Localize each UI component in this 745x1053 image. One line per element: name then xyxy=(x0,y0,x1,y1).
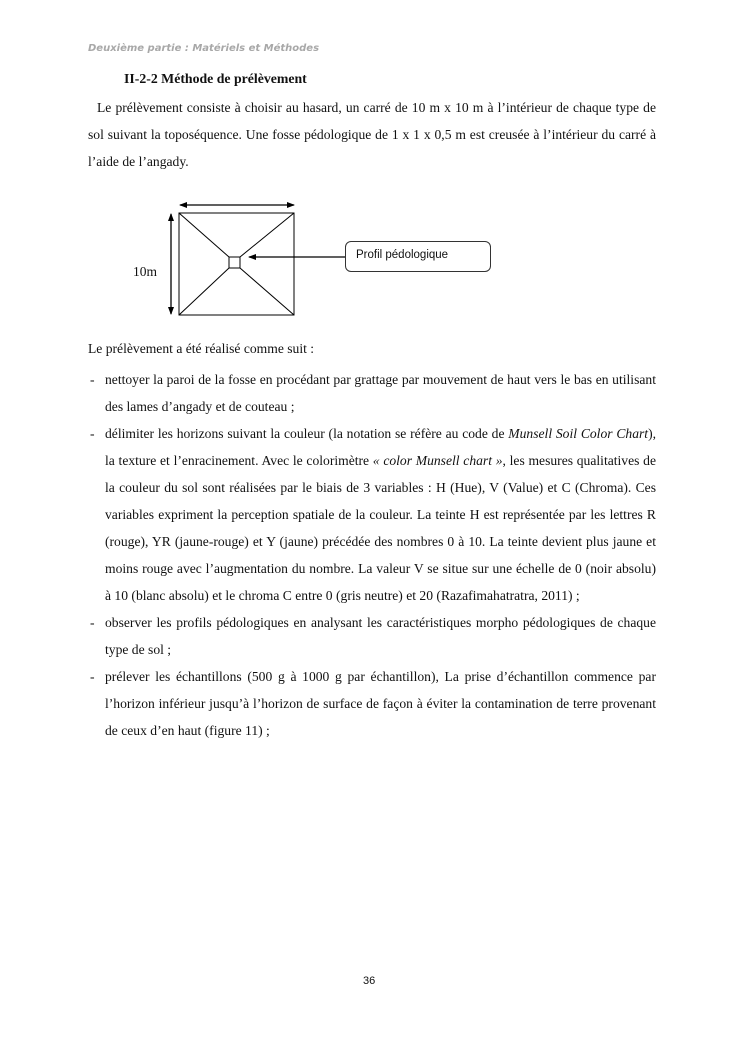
profile-callout-box: Profil pédologique xyxy=(345,241,491,272)
diagonal xyxy=(179,268,229,315)
list-item: - prélever les échantillons (500 g à 1000 g par échantillon), La prise d’échantillon commence par l’horizon inférieur jusqu’à l’horizon de surface de façon à éviter la contamination de terre provenant de ceux d’en haut (figure 11) ; xyxy=(90,669,656,738)
list-item: - observer les profils pédologiques en analysant les caractéristiques morpho pédologiques de chaque type de sol ; xyxy=(90,615,656,657)
diagonal xyxy=(179,213,229,257)
sampling-square-diagram xyxy=(0,0,745,340)
side-length-label: 10m xyxy=(133,264,158,279)
list-item: - nettoyer la paroi de la fosse en procédant par grattage par mouvement de haut vers le bas en utilisant des lames d’angady et de couteau ; xyxy=(90,372,656,414)
running-header: Deuxième partie : Matériels et Méthodes xyxy=(88,43,320,54)
section-title: II-2-2 Méthode de prélèvement xyxy=(124,71,307,86)
list-item: - délimiter les horizons suivant la couleur (la notation se réfère au code de Munsell Soil Color Chart), la texture et l’enracinement. Avec le colorimètre « color Munsell chart », les mesures qualitatives de la couleur du sol sont réalisées par le biais de 3 variables : H (Hue), V (Value) et C (Chroma). Ces variables expriment la perception spatiale de la couleur. La teinte H est représentée par les lettres R (rouge), YR (jaune-rouge) et Y (jaune) précédée des nombres 0 à 10. La teinte devient plus jaune et moins rouge avec l’augmentation du nombre. La valeur V se situe sur une échelle de 0 (noir absolu) à 10 (blanc absolu) et le chroma C entre 0 (gris neutre) et 20 (Razafimahatratra, 2011) ; xyxy=(90,426,656,603)
paragraph: Le prélèvement consiste à choisir au hasard, un carré de 10 m x 10 m à l’intérieur de chaque type de sol suivant la toposéquence. Une fosse pédologique de 1 x 1 x 0,5 m est creusée à l’intérieur du carré à l’aide de l’angady. xyxy=(88,100,656,169)
pit-square xyxy=(229,257,240,268)
list-intro: Le prélèvement a été réalisé comme suit : xyxy=(88,341,315,356)
diagonal xyxy=(240,268,294,315)
procedure-list xyxy=(88,366,656,744)
page-number: 36 xyxy=(363,975,376,987)
diagonal xyxy=(240,213,294,257)
